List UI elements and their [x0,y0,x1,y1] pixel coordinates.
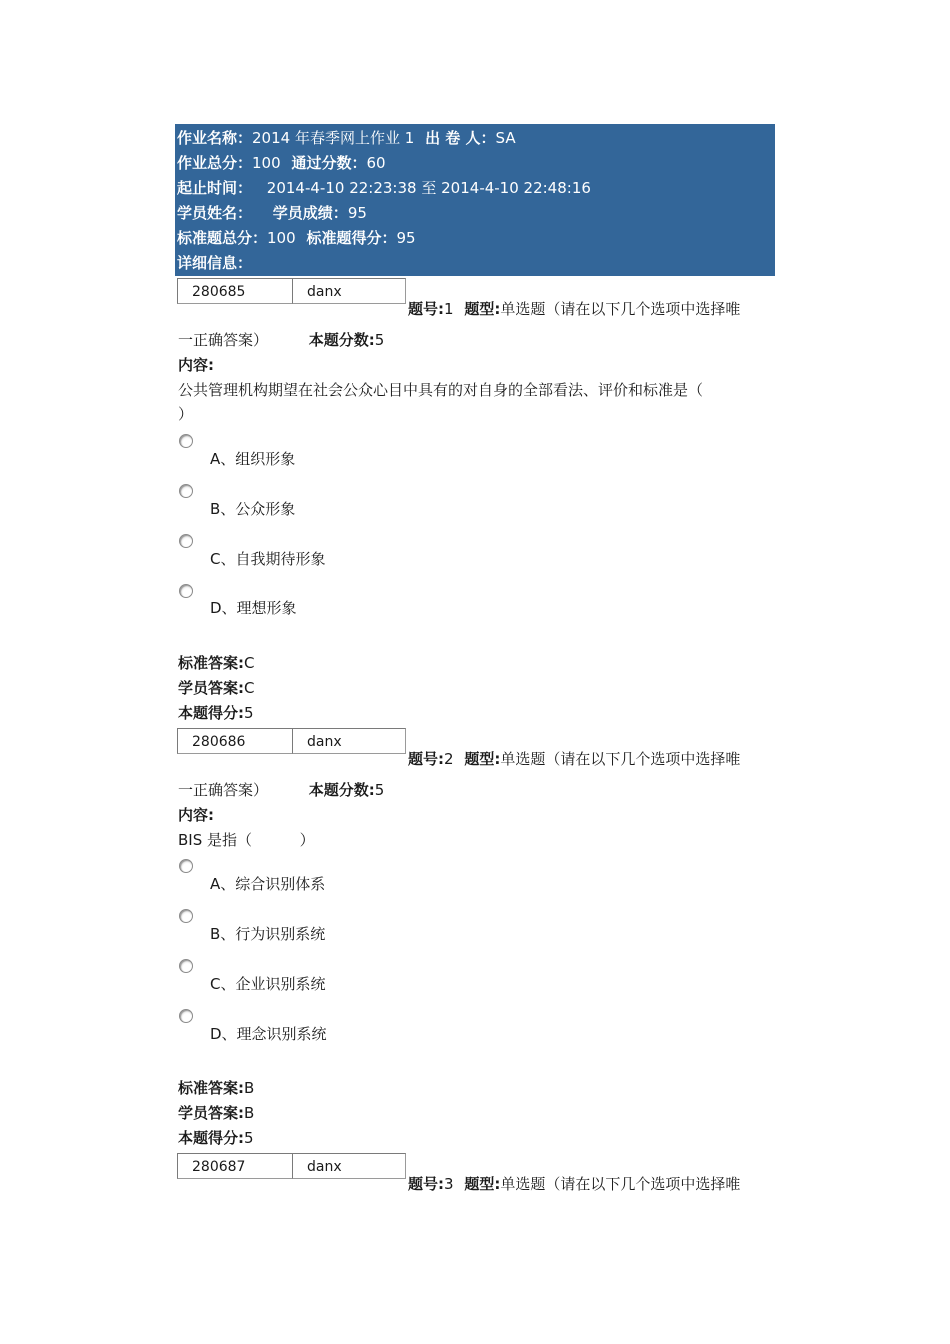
end-time: 2014-4-10 22:48:16 [441,179,591,197]
assignment-info-panel [175,124,775,276]
option-b-label: B、行为识别系统 [210,925,326,943]
question-code-field: danx [292,728,406,754]
question-type-value: 单选题（请在以下几个选项中选择唯 [500,750,741,768]
option-d-radio[interactable] [179,1009,193,1023]
student-answer [178,1103,254,1123]
header-line-details [177,251,252,276]
total-score-label: 作业总分： [177,154,253,172]
student-answer-label: 学员答案: [178,679,244,697]
question-id-field: 280687 [177,1153,293,1179]
standard-answer-label: 标准答案: [178,1079,244,1097]
content-label: 内容: [178,356,214,374]
std-total-value: 100 [267,229,296,247]
student-name-label: 学员姓名： [177,204,253,222]
question-meta [408,749,740,769]
option-d-radio[interactable] [179,584,193,598]
question-meta-cont [178,780,384,800]
question-code-field: danx [292,278,406,304]
std-total-label: 标准题总分： [177,229,268,247]
question-meta [408,299,740,319]
header-line-name [177,126,516,151]
got-score-label: 本题得分: [178,1129,244,1147]
option-a-radio[interactable] [179,859,193,873]
question-type-cont: 一正确答案） [178,331,269,349]
standard-answer [178,1078,254,1098]
option-c-radio[interactable] [179,959,193,973]
author-label: 出 卷 人： [425,129,496,147]
assignment-name-label: 作业名称： [177,129,253,147]
question-type-label: 题型: [464,750,501,768]
student-answer-value: C [244,679,255,697]
student-answer-value: B [244,1104,255,1122]
standard-answer-value: C [244,654,255,672]
question-code-field: danx [292,1153,406,1179]
start-time: 2014-4-10 22:23:38 [266,179,417,197]
question-number-label: 题号: [408,750,444,768]
option-b-radio[interactable] [179,909,193,923]
option-c-radio[interactable] [179,534,193,548]
question-got-score [178,703,254,723]
header-line-standard [177,226,416,251]
question-score-label: 本题分数: [308,331,375,349]
question-type-cont: 一正确答案） [178,781,269,799]
question-type-label: 题型: [464,1175,501,1193]
pass-score-label: 通过分数： [291,154,367,172]
question-type-label: 题型: [464,300,501,318]
question-meta [408,1174,740,1194]
question-number: 2 [444,750,454,768]
question-number: 3 [444,1175,454,1193]
option-a-label: A、综合识别体系 [210,875,326,893]
time-separator: 至 [421,179,437,197]
std-score-label: 标准题得分： [306,229,397,247]
details-label: 详细信息： [177,254,253,272]
question-number-label: 题号: [408,1175,444,1193]
header-line-time [177,176,591,201]
question-score-label: 本题分数: [308,781,375,799]
got-score-value: 5 [244,1129,254,1147]
question-text: 公共管理机构期望在社会公众心目中具有的对自身的全部看法、评价和标准是（ [178,381,704,399]
author-value: SA [495,129,516,147]
header-line-student [177,201,367,226]
question-text-cont: ） [178,405,194,423]
pass-score-value: 60 [366,154,386,172]
time-label: 起止时间： [177,179,253,197]
standard-answer-value: B [244,1079,255,1097]
question-text: BIS 是指（ ） [178,831,315,849]
option-b-label: B、公众形象 [210,500,296,518]
question-type-value: 单选题（请在以下几个选项中选择唯 [500,1175,741,1193]
option-d-label: D、理想形象 [210,599,297,617]
question-score: 5 [374,331,385,349]
question-score: 5 [374,781,385,799]
option-c-label: C、自我期待形象 [210,550,326,568]
standard-answer [178,653,254,673]
question-id-field: 280686 [177,728,293,754]
standard-answer-label: 标准答案: [178,654,244,672]
content-label: 内容: [178,806,214,824]
option-b-radio[interactable] [179,484,193,498]
got-score-value: 5 [244,704,254,722]
student-grade-label: 学员成绩： [272,204,348,222]
question-got-score [178,1128,254,1148]
question-number-label: 题号: [408,300,444,318]
student-answer [178,678,254,698]
got-score-label: 本题得分: [178,704,244,722]
question-type-value: 单选题（请在以下几个选项中选择唯 [500,300,741,318]
option-a-radio[interactable] [179,434,193,448]
header-line-scores [177,151,386,176]
total-score-value: 100 [252,154,281,172]
question-id-field: 280685 [177,278,293,304]
assignment-name-value: 2014 年春季网上作业 1 [252,129,415,147]
option-c-label: C、企业识别系统 [210,975,326,993]
student-grade-value: 95 [347,204,367,222]
option-d-label: D、理念识别系统 [210,1025,327,1043]
option-a-label: A、组织形象 [210,450,296,468]
std-score-value: 95 [396,229,416,247]
question-meta-cont [178,330,384,350]
question-number: 1 [444,300,454,318]
student-answer-label: 学员答案: [178,1104,244,1122]
